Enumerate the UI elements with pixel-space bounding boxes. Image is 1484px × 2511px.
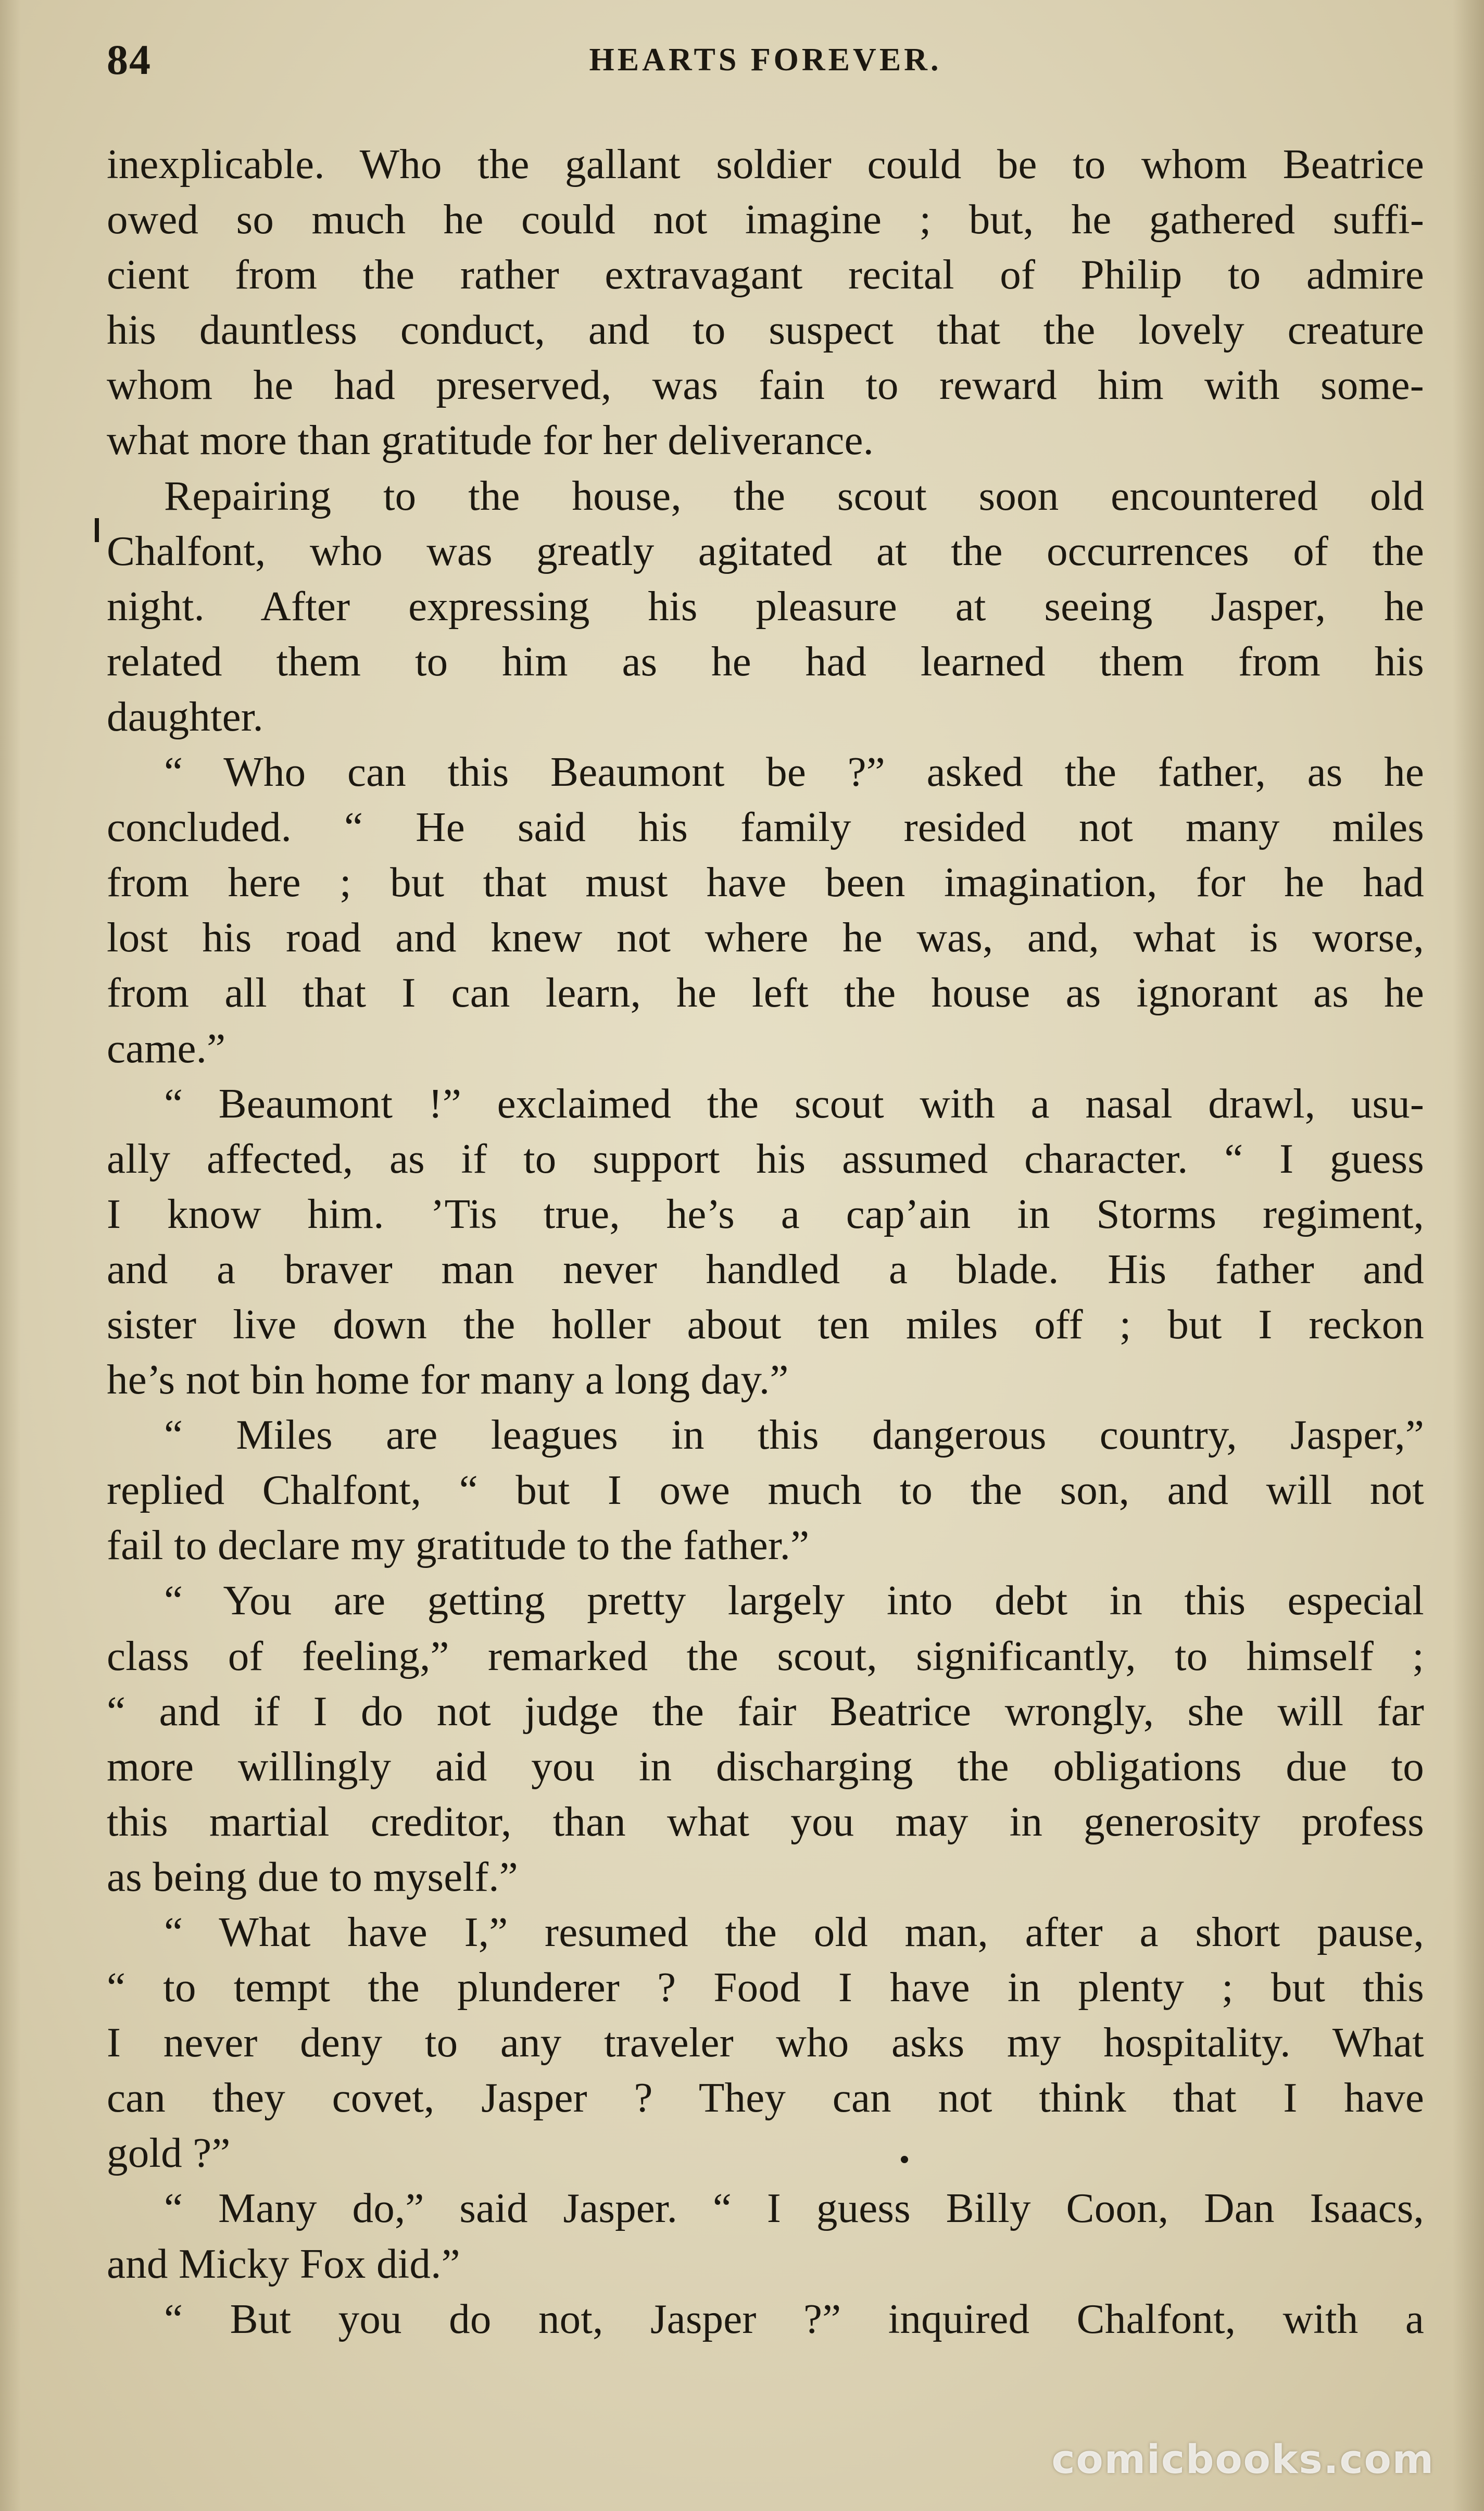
text-line: Chalfont, who was greatly agitated at the occurrences of the (107, 527, 1424, 574)
text-line: “ Beaumont !” exclaimed the scout with a nasal drawl, usu- (164, 1079, 1424, 1127)
text-line: “ Many do,” said Jasper. “ I guess Billy Coon, Dan Isaacs, (164, 2184, 1424, 2232)
text-line: ally affected, as if to support his assumed character. “ I guess (107, 1135, 1424, 1182)
text-line: “ What have I,” resumed the old man, after a short pause, (164, 1909, 1424, 1955)
page-number: 84 (107, 36, 152, 83)
text-line: gold ?” (107, 2129, 231, 2177)
text-line: from all that I can learn, he left the house as ignorant as he (107, 969, 1424, 1016)
text-line: I know him. ’Tis true, he’s a cap’ain in Storms regiment, (107, 1190, 1424, 1237)
text-line: replied Chalfont, “ but I owe much to the son, and will not (107, 1466, 1424, 1514)
text-line: “ and if I do not judge the fair Beatrice wrongly, she will far (107, 1687, 1424, 1735)
text-line: “ But you do not, Jasper ?” inquired Chalfont, with a (164, 2295, 1424, 2342)
page-header (107, 31, 1424, 89)
text-line: his dauntless conduct, and to suspect that the lovely creature (107, 306, 1424, 354)
text-line: Repairing to the house, the scout soon encountered old (164, 472, 1424, 519)
text-line: inexplicable. Who the gallant soldier could be to whom Beatrice (107, 141, 1424, 187)
text-line: this martial creditor, than what you may in generosity profess (107, 1798, 1424, 1845)
text-lines (107, 136, 1424, 2346)
text-line: night. After expressing his pleasure at seeing Jasper, he (107, 582, 1424, 630)
text-line: more willingly aid you in discharging the obligations due to (107, 1742, 1424, 1790)
text-line: can they covet, Jasper ? They can not think that I have (107, 2074, 1424, 2121)
text-line: fail to declare my gratitude to the father.” (107, 1522, 810, 1569)
text-line: and Micky Fox did.” (107, 2240, 460, 2287)
text-line: came.” (107, 1024, 226, 1072)
text-line: sister live down the holler about ten miles off ; but I reckon (107, 1300, 1424, 1348)
text-line: what more than gratitude for her deliverance. (107, 417, 874, 464)
text-line: lost his road and knew not where he was, and, what is worse, (107, 914, 1424, 961)
body-text (107, 136, 1424, 2365)
text-line: whom he had preserved, was fain to reward him with some- (107, 361, 1424, 409)
text-line: related them to him as he had learned them from his (107, 637, 1424, 685)
text-line: daughter. (107, 693, 263, 740)
print-mark (95, 518, 99, 542)
text-line: class of feeling,” remarked the scout, significantly, to himself ; (107, 1632, 1424, 1679)
running-head: HEARTS FOREVER. (589, 42, 942, 78)
text-line: concluded. “ He said his family resided not many miles (107, 803, 1424, 851)
text-line: “ to tempt the plunderer ? Food I have in plenty ; but this (107, 1964, 1424, 2011)
text-line: “ Miles are leagues in this dangerous country, Jasper,” (164, 1411, 1424, 1459)
text-line: owed so much he could not imagine ; but, he gathered suffi- (107, 196, 1424, 243)
text-line: I never deny to any traveler who asks my hospitality. What (107, 2019, 1424, 2066)
text-line: from here ; but that must have been imagination, for he had (107, 859, 1424, 906)
text-line: cient from the rather extravagant recital of Philip to admire (107, 251, 1424, 298)
text-line: as being due to myself.” (107, 1853, 518, 1900)
watermark: comicbooks.com (1051, 2436, 1435, 2482)
text-line: he’s not bin home for many a long day.” (107, 1356, 789, 1403)
page-shadow-left (0, 0, 21, 2511)
text-line: “ You are getting pretty largely into debt in this especial (164, 1577, 1424, 1624)
text-line: and a braver man never handled a blade. His father and (107, 1245, 1424, 1292)
print-dot (901, 2156, 908, 2163)
text-line: “ Who can this Beaumont be ?” asked the father, as he (164, 748, 1424, 796)
page-shadow-right (1453, 0, 1484, 2511)
